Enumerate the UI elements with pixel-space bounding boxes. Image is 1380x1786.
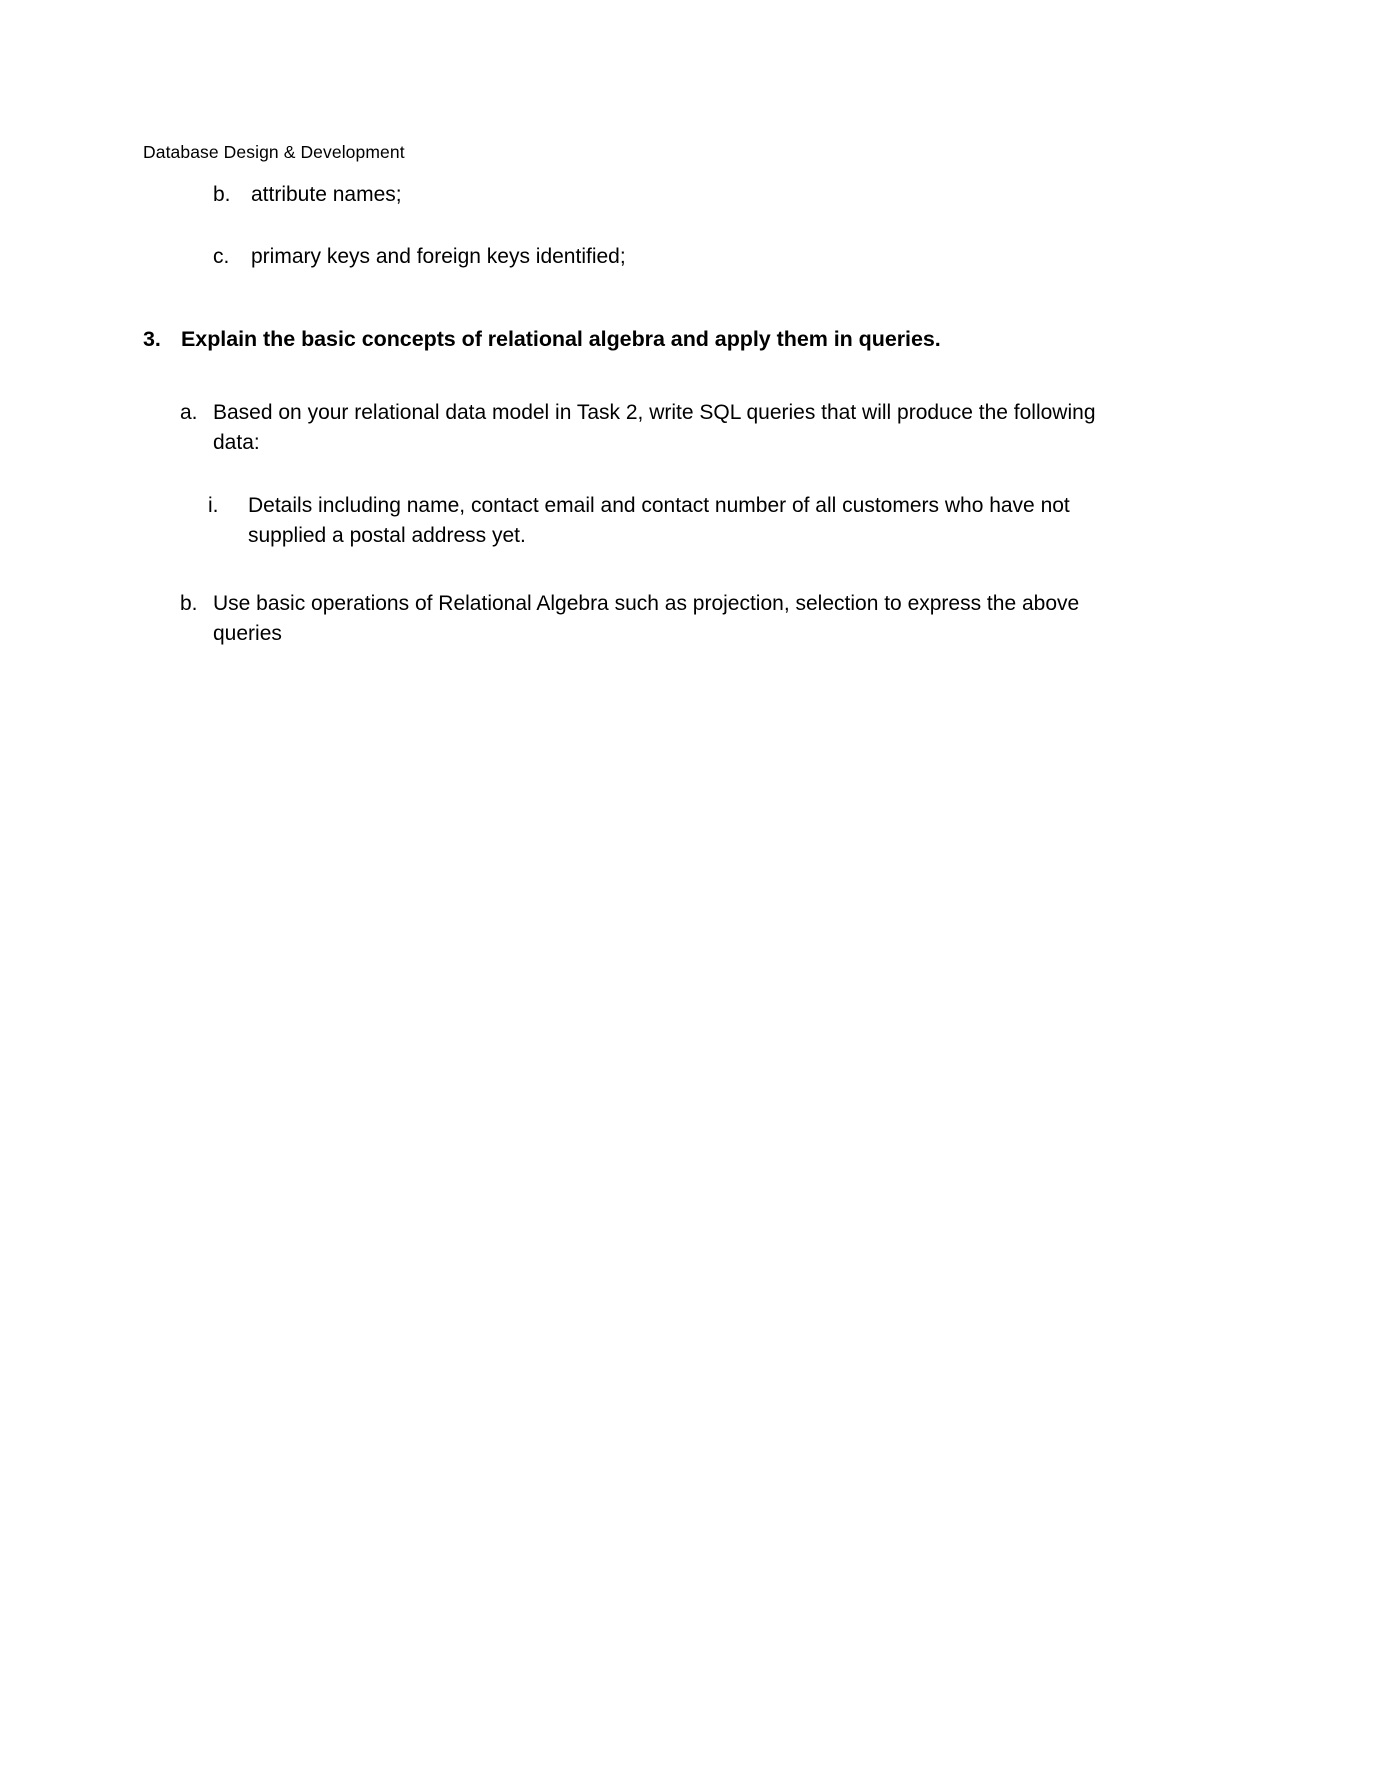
task-heading: [143, 324, 1080, 354]
list-item: [180, 398, 1098, 458]
list-item: [213, 242, 1065, 272]
list-item: [180, 589, 1098, 649]
spacer: [0, 457, 1380, 491]
task-heading-text: Explain the basic concepts of relational algebra and apply them in queries.: [181, 326, 941, 351]
list-item-text: Use basic operations of Relational Algebra such as projection, selection to express the above queries: [213, 591, 1080, 645]
list-item-text: Details including name, contact email and contact number of all customers who have not supplied a postal address yet.: [248, 494, 1070, 548]
list-marker: c.: [213, 244, 230, 268]
spacer: [0, 551, 1380, 589]
list-marker: b.: [213, 183, 231, 206]
document-header: Database Design & Development: [143, 142, 405, 162]
list-marker: a.: [180, 400, 198, 424]
spacer: [0, 354, 1380, 398]
list-item-text: primary keys and foreign keys identified;: [251, 244, 626, 268]
list-item-text: attribute names;: [251, 183, 402, 206]
list-item-text: Based on your relational data model in Task 2, write SQL queries that will produce the following data:: [213, 400, 1096, 454]
list-item: [208, 491, 1090, 551]
list-marker: b.: [180, 591, 198, 615]
spacer: [0, 210, 1380, 242]
document-body: [0, 180, 1380, 649]
task-heading-marker: 3.: [143, 326, 161, 351]
list-item: [213, 180, 1065, 210]
list-marker: i.: [208, 494, 219, 518]
spacer: [0, 272, 1380, 324]
